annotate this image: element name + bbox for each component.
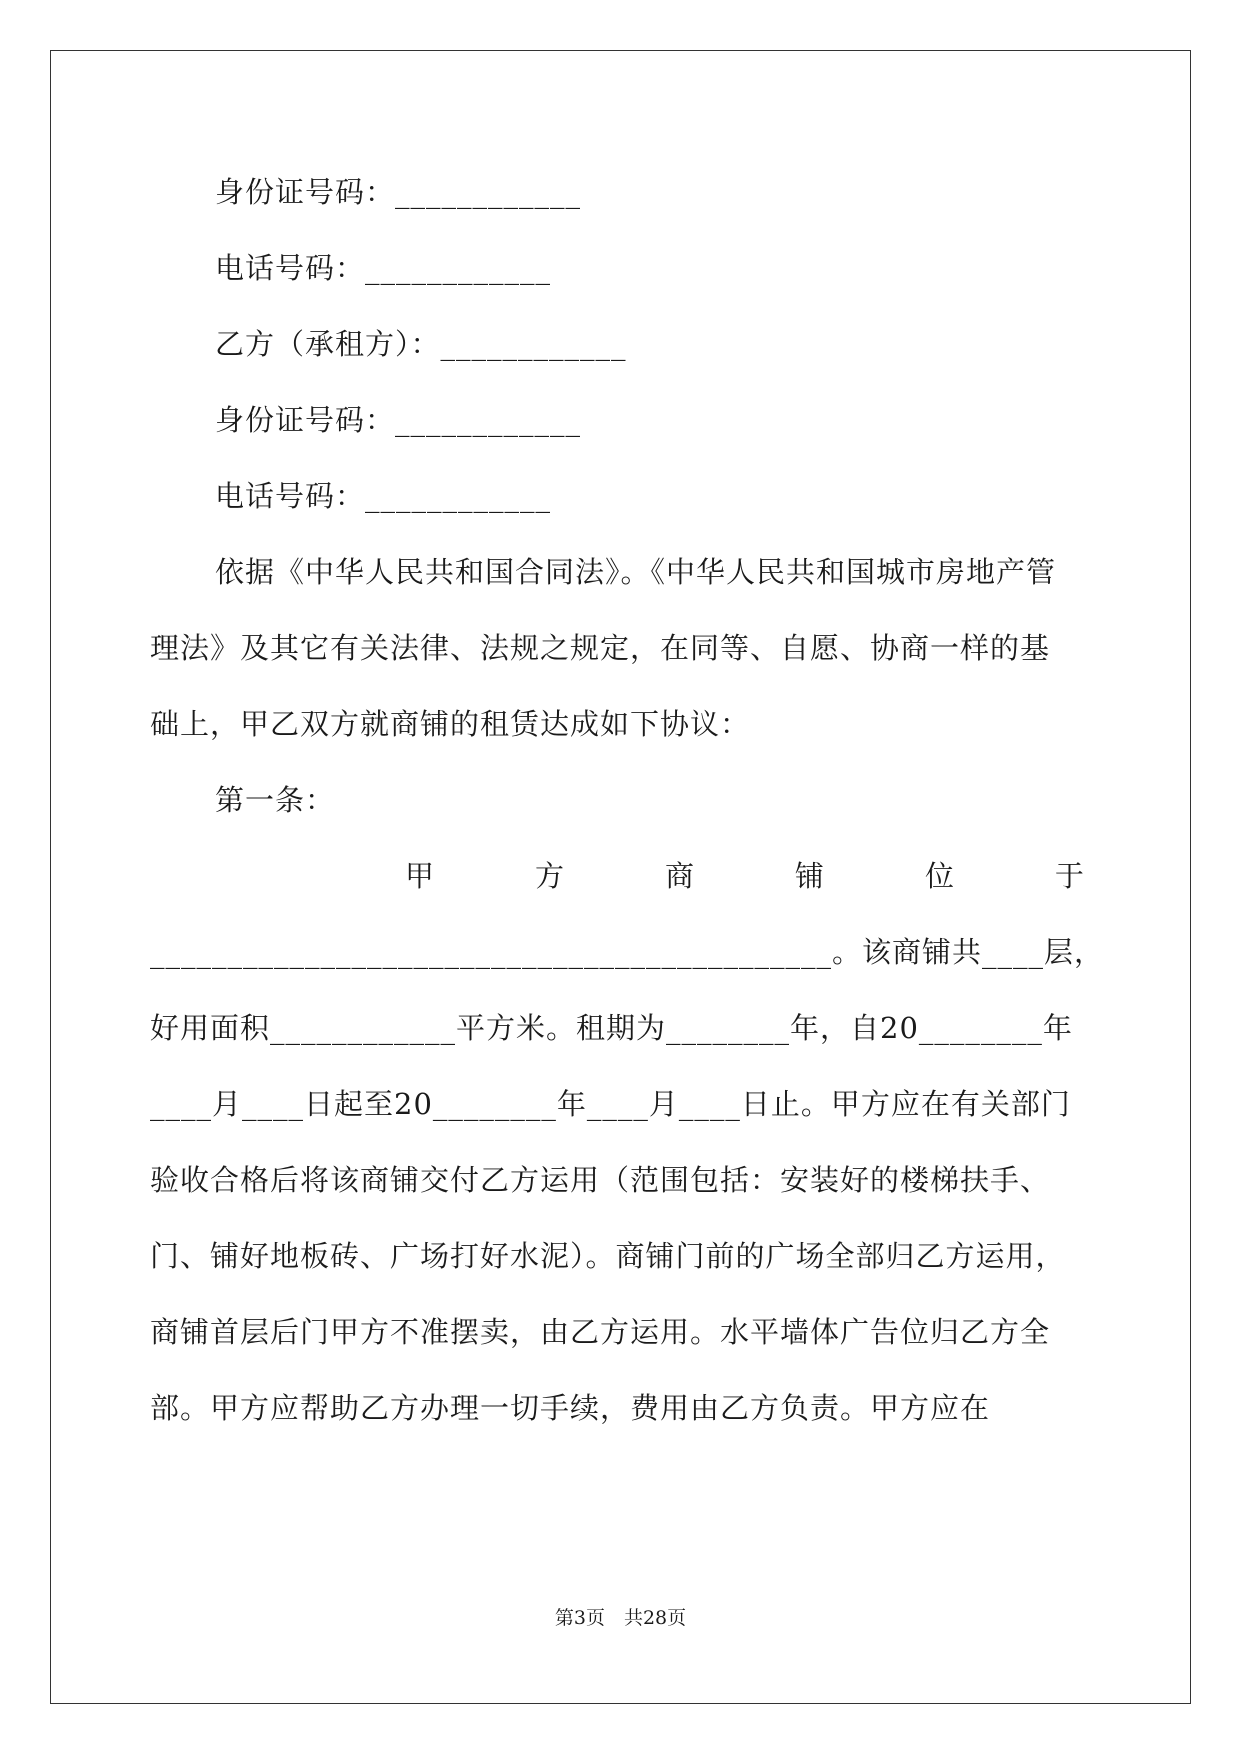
spread-char: 商: [664, 859, 695, 893]
article-line-3: ____月____日起至20________年____月____日止。甲方应在有关部门: [150, 1087, 1071, 1121]
spread-char: 位: [924, 859, 955, 893]
spread-char: 于: [1054, 859, 1085, 893]
party-a-phone-line: 电话号码：____________: [215, 251, 552, 285]
preamble-line-3: 础上，甲乙双方就商铺的租赁达成如下协议：: [150, 707, 751, 741]
spread-char: 铺: [794, 859, 825, 893]
party-b-label-line: 乙方（承租方）：____________: [215, 327, 627, 361]
spread-char: 方: [534, 859, 565, 893]
party-b-phone-line: 电话号码：____________: [215, 479, 552, 513]
spread-char: 甲: [405, 859, 436, 893]
party-b-id-number-line: 身份证号码：____________: [215, 403, 582, 437]
preamble-line-1: 依据《中华人民共和国合同法》。《中华人民共和国城市房地产管: [215, 555, 1057, 589]
preamble-line-2: 理法》及其它有关法律、法规之规定，在同等、自愿、协商一样的基: [150, 631, 1051, 665]
article-line-4: 验收合格后将该商铺交付乙方运用（范围包括：安装好的楼梯扶手、: [150, 1163, 1051, 1197]
article-line-6: 商铺首层后门甲方不准摆卖，由乙方运用。水平墙体广告位归乙方全: [150, 1315, 1051, 1349]
location-spread-line: [405, 856, 1085, 896]
page-footer: 第3页 共28页: [554, 1607, 687, 1629]
article-line-1: ____________________________________________。该商铺共____层，: [150, 935, 1105, 969]
article-one-heading: 第一条：: [215, 783, 336, 817]
article-line-2: 好用面积____________平方米。租期为________年，自20________年: [150, 1011, 1073, 1045]
party-a-id-number-line: 身份证号码：____________: [215, 175, 582, 209]
article-line-5: 门、铺好地板砖、广场打好水泥）。商铺门前的广场全部归乙方运用，: [150, 1239, 1066, 1273]
article-line-7: 部。甲方应帮助乙方办理一切手续，费用由乙方负责。甲方应在: [150, 1391, 991, 1425]
